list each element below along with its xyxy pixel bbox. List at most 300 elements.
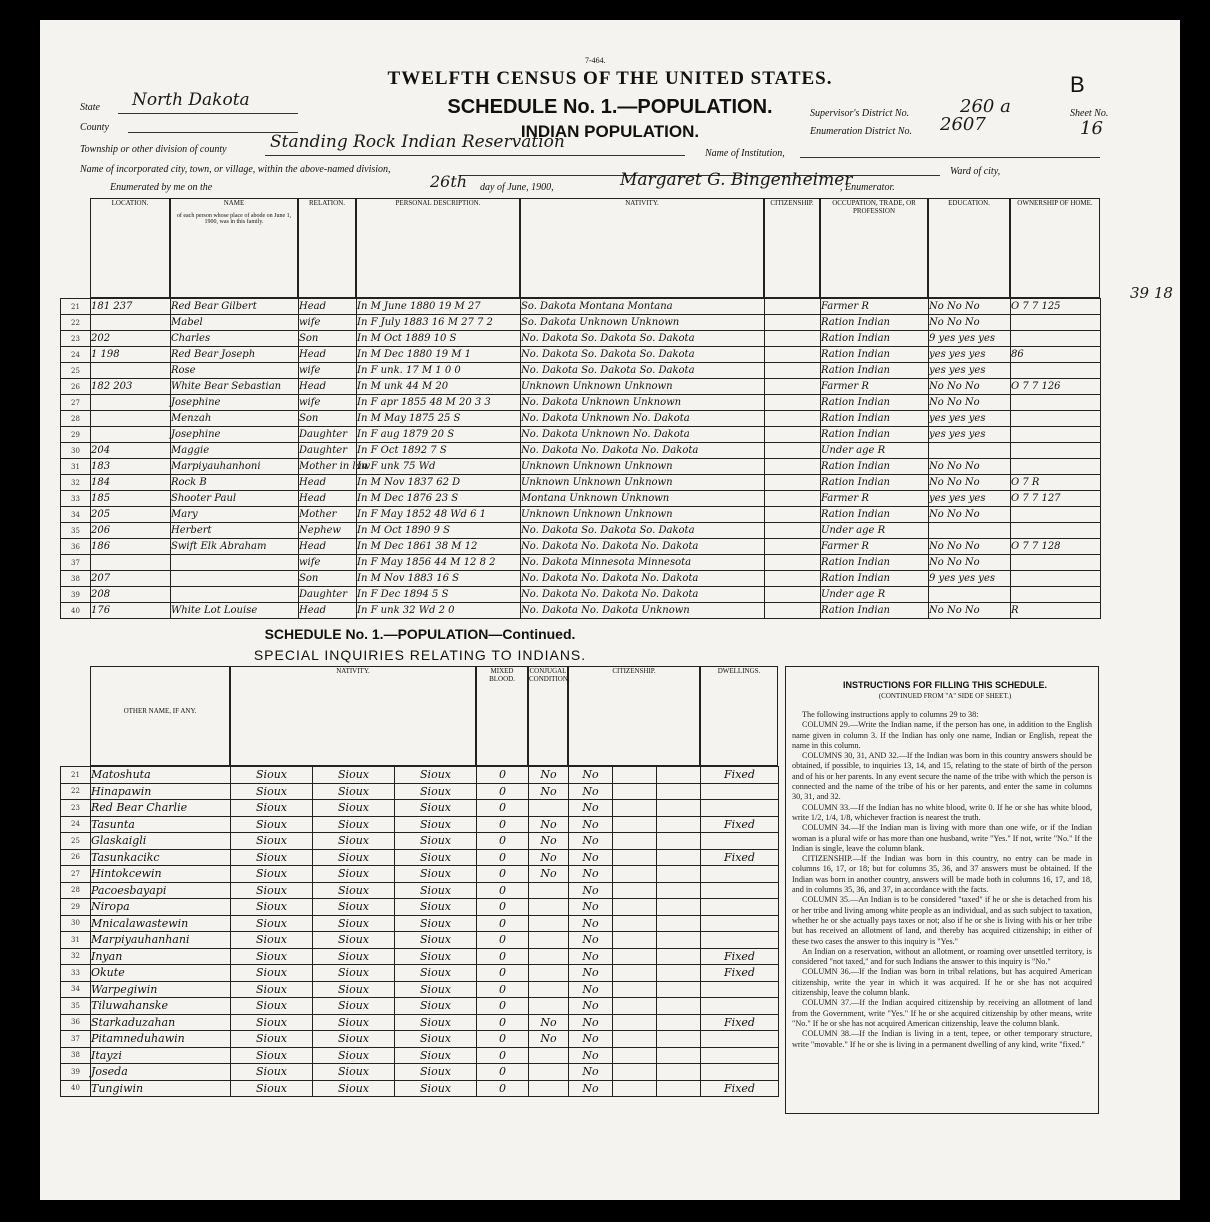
header-text: OTHER NAME, IF ANY. xyxy=(123,707,197,715)
cell-c2 xyxy=(613,981,657,998)
cell-rel: Head xyxy=(299,603,357,619)
cell-n: 22 xyxy=(61,783,91,800)
cell-nat: No. Dakota Unknown Unknown xyxy=(521,395,765,411)
cell-cj: No xyxy=(529,866,569,883)
table-row xyxy=(61,1064,779,1081)
table-row xyxy=(61,833,779,850)
name-header xyxy=(170,198,298,298)
table-row xyxy=(61,507,1101,523)
cell-other: Itayzi xyxy=(91,1047,231,1064)
cell-nat: No. Dakota So. Dakota So. Dakota xyxy=(521,523,765,539)
cell-c1: No xyxy=(569,767,613,784)
cell-t2: Sioux xyxy=(313,816,395,833)
cell-t2: Sioux xyxy=(313,998,395,1015)
table-row xyxy=(61,571,1101,587)
cell-nat: No. Dakota No. Dakota No. Dakota xyxy=(521,571,765,587)
cell-dw: Fixed xyxy=(701,816,779,833)
cell-n: 21 xyxy=(61,299,91,315)
cell-cj: No xyxy=(529,816,569,833)
cell-c1: No xyxy=(569,866,613,883)
cell-nat: No. Dakota No. Dakota Unknown xyxy=(521,603,765,619)
table-row xyxy=(61,800,779,817)
cell-loc xyxy=(91,411,171,427)
name-header-note: of each person whose place of abode on June 1, 1900, was in this family. xyxy=(176,213,292,225)
cell-desc: In F unk 32 Wd 2 0 xyxy=(357,603,521,619)
cell-t1: Sioux xyxy=(231,833,313,850)
cell-name: White Bear Sebastian xyxy=(171,379,299,395)
cell-t3: Sioux xyxy=(395,833,477,850)
cell-desc: In F July 1883 16 M 27 7 2 xyxy=(357,315,521,331)
cell-c1: No xyxy=(569,882,613,899)
cell-cj xyxy=(529,800,569,817)
cell-edu: yes yes yes xyxy=(929,491,1011,507)
cell-c3 xyxy=(657,1014,701,1031)
cell-t2: Sioux xyxy=(313,833,395,850)
cell-occ: Ration Indian xyxy=(821,331,929,347)
cell-edu: yes yes yes xyxy=(929,363,1011,379)
cell-t3: Sioux xyxy=(395,800,477,817)
table-row xyxy=(61,783,779,800)
cell-t1: Sioux xyxy=(231,915,313,932)
cell-t1: Sioux xyxy=(231,948,313,965)
cell-c3 xyxy=(657,882,701,899)
cell-c3 xyxy=(657,981,701,998)
enumeration-label: Enumeration District No. xyxy=(810,126,912,137)
cell-other: Tiluwahanske xyxy=(91,998,231,1015)
header-text: DWELLINGS. xyxy=(717,667,761,675)
education-header xyxy=(928,198,1010,298)
cell-name: Red Bear Gilbert xyxy=(171,299,299,315)
cell-loc: 183 xyxy=(91,459,171,475)
day-label: day of June, 1900, xyxy=(480,182,554,193)
table-row xyxy=(61,363,1101,379)
cell-n: 29 xyxy=(61,427,91,443)
cell-c2 xyxy=(613,965,657,982)
cell-desc: In M Nov 1837 62 D xyxy=(357,475,521,491)
cell-rel: wife xyxy=(299,363,357,379)
table-row xyxy=(61,948,779,965)
cell-t2: Sioux xyxy=(313,981,395,998)
cell-loc: 176 xyxy=(91,603,171,619)
cell-c3 xyxy=(657,1064,701,1081)
table-row xyxy=(61,1080,779,1097)
cell-own xyxy=(1011,459,1101,475)
cell-cit xyxy=(765,315,821,331)
bottom-citizenship-header xyxy=(568,666,700,766)
table-row xyxy=(61,395,1101,411)
form-number: 7-464. xyxy=(585,56,606,65)
cell-own xyxy=(1011,555,1101,571)
cell-cj xyxy=(529,981,569,998)
cell-name: Mabel xyxy=(171,315,299,331)
cell-cit xyxy=(765,491,821,507)
cell-loc: 1 198 xyxy=(91,347,171,363)
cell-edu: No No No xyxy=(929,507,1011,523)
cell-cit xyxy=(765,395,821,411)
cell-desc: In M Oct 1889 10 S xyxy=(357,331,521,347)
table-row xyxy=(61,331,1101,347)
cell-dw xyxy=(701,783,779,800)
cell-n: 39 xyxy=(61,587,91,603)
cell-cit xyxy=(765,475,821,491)
cell-loc: 205 xyxy=(91,507,171,523)
dwellings-header xyxy=(700,666,778,766)
cell-loc: 204 xyxy=(91,443,171,459)
cell-c3 xyxy=(657,866,701,883)
cell-c1: No xyxy=(569,800,613,817)
cell-c3 xyxy=(657,1080,701,1097)
cell-c1: No xyxy=(569,965,613,982)
cell-n: 37 xyxy=(61,1031,91,1048)
cell-c1: No xyxy=(569,783,613,800)
enumerator-name: Margaret G. Bingenheimer xyxy=(620,170,853,190)
cell-other: Inyan xyxy=(91,948,231,965)
cell-other: Warpegiwin xyxy=(91,981,231,998)
cell-desc: In F unk 75 Wd xyxy=(357,459,521,475)
cell-dw xyxy=(701,833,779,850)
cell-t2: Sioux xyxy=(313,1014,395,1031)
cell-desc: In F apr 1855 48 M 20 3 3 xyxy=(357,395,521,411)
cell-other: Pacoesbayapi xyxy=(91,882,231,899)
cell-t1: Sioux xyxy=(231,800,313,817)
cell-c2 xyxy=(613,998,657,1015)
cell-other: Matoshuta xyxy=(91,767,231,784)
instruction-paragraph: COLUMN 38.—If the Indian is living in a tent, tepee, or other temporary structure, write "movable." If he or she is living in a permanent dwelling of any kind, write "fixed." xyxy=(792,1029,1092,1049)
cell-rel: Head xyxy=(299,475,357,491)
cell-t2: Sioux xyxy=(313,882,395,899)
cell-edu: No No No xyxy=(929,395,1011,411)
cell-name: Menzah xyxy=(171,411,299,427)
cell-loc: 208 xyxy=(91,587,171,603)
cell-nat: No. Dakota No. Dakota No. Dakota xyxy=(521,443,765,459)
cell-c1: No xyxy=(569,932,613,949)
cell-dw xyxy=(701,800,779,817)
cell-own xyxy=(1011,427,1101,443)
cell-cit xyxy=(765,331,821,347)
cell-loc xyxy=(91,427,171,443)
cell-cj xyxy=(529,899,569,916)
cell-t1: Sioux xyxy=(231,849,313,866)
cell-loc: 181 237 xyxy=(91,299,171,315)
cell-c2 xyxy=(613,866,657,883)
cell-rel: Head xyxy=(299,379,357,395)
cell-loc xyxy=(91,315,171,331)
cell-t1: Sioux xyxy=(231,767,313,784)
personal-description-header xyxy=(356,198,520,298)
cell-t2: Sioux xyxy=(313,1064,395,1081)
population-rows xyxy=(61,299,1101,619)
cell-nat: No. Dakota So. Dakota So. Dakota xyxy=(521,331,765,347)
cell-own xyxy=(1011,331,1101,347)
cell-rel: Son xyxy=(299,571,357,587)
cell-own xyxy=(1011,507,1101,523)
cell-name xyxy=(171,571,299,587)
cell-other: Marpiyauhanhani xyxy=(91,932,231,949)
cell-mb: 0 xyxy=(477,1014,529,1031)
cell-n: 29 xyxy=(61,899,91,916)
cell-name: Shooter Paul xyxy=(171,491,299,507)
cell-cit xyxy=(765,603,821,619)
table-row xyxy=(61,767,779,784)
cell-t2: Sioux xyxy=(313,948,395,965)
cell-t3: Sioux xyxy=(395,767,477,784)
cell-name: Josephine xyxy=(171,395,299,411)
county-label: County xyxy=(80,122,109,133)
cell-cit xyxy=(765,363,821,379)
cell-desc: In M Oct 1890 9 S xyxy=(357,523,521,539)
cell-occ: Farmer R xyxy=(821,379,929,395)
cell-other: Hintokcewin xyxy=(91,866,231,883)
header-text: NAME xyxy=(223,199,245,207)
cell-t2: Sioux xyxy=(313,849,395,866)
cell-loc: 207 xyxy=(91,571,171,587)
cell-rel: Head xyxy=(299,347,357,363)
cell-rel: Head xyxy=(299,299,357,315)
sheet-value: 16 xyxy=(1080,118,1103,139)
cell-cit xyxy=(765,347,821,363)
enumerator-label: , Enumerator. xyxy=(840,182,895,193)
cell-c2 xyxy=(613,767,657,784)
cell-name: Swift Elk Abraham xyxy=(171,539,299,555)
cell-loc: 184 xyxy=(91,475,171,491)
cell-loc xyxy=(91,395,171,411)
cell-rel: Head xyxy=(299,491,357,507)
cell-n: 31 xyxy=(61,932,91,949)
cell-cj xyxy=(529,948,569,965)
header-text: CONJUGAL CONDITION. xyxy=(529,667,570,683)
cell-mb: 0 xyxy=(477,899,529,916)
cell-name: Rock B xyxy=(171,475,299,491)
cell-nat: No. Dakota Unknown No. Dakota xyxy=(521,411,765,427)
cell-n: 27 xyxy=(61,866,91,883)
cell-n: 36 xyxy=(61,1014,91,1031)
cell-t1: Sioux xyxy=(231,932,313,949)
cell-own: O 7 7 127 xyxy=(1011,491,1101,507)
cell-cit xyxy=(765,507,821,523)
cell-mb: 0 xyxy=(477,981,529,998)
cell-dw xyxy=(701,899,779,916)
cell-rel: wife xyxy=(299,555,357,571)
table-row xyxy=(61,315,1101,331)
cell-occ: Farmer R xyxy=(821,299,929,315)
cell-c2 xyxy=(613,1014,657,1031)
cell-dw: Fixed xyxy=(701,1080,779,1097)
cell-desc: In M May 1875 25 S xyxy=(357,411,521,427)
table-row xyxy=(61,915,779,932)
table-row xyxy=(61,866,779,883)
cell-cit xyxy=(765,379,821,395)
instruction-paragraph: COLUMN 29.—Write the Indian name, if the person has one, in addition to the English name given in column 3. If the Indian has only one name, Indian or English, repeat the name in this column. xyxy=(792,720,1092,750)
cell-other: Niropa xyxy=(91,899,231,916)
cell-t3: Sioux xyxy=(395,882,477,899)
cell-n: 24 xyxy=(61,347,91,363)
cell-mb: 0 xyxy=(477,948,529,965)
cell-own: O 7 7 125 xyxy=(1011,299,1101,315)
header-text: RELATION. xyxy=(309,199,345,207)
cell-t2: Sioux xyxy=(313,1031,395,1048)
cell-c2 xyxy=(613,816,657,833)
cell-own xyxy=(1011,363,1101,379)
cell-nat: No. Dakota No. Dakota No. Dakota xyxy=(521,539,765,555)
cell-c3 xyxy=(657,998,701,1015)
sheet-label: Sheet No. xyxy=(1070,108,1109,119)
cell-c1: No xyxy=(569,981,613,998)
cell-t3: Sioux xyxy=(395,965,477,982)
cell-n: 35 xyxy=(61,998,91,1015)
cell-t2: Sioux xyxy=(313,965,395,982)
table-row xyxy=(61,882,779,899)
cell-n: 31 xyxy=(61,459,91,475)
cell-occ: Under age R xyxy=(821,587,929,603)
citizenship-header xyxy=(764,198,820,298)
cell-nat: Unknown Unknown Unknown xyxy=(521,459,765,475)
cell-c1: No xyxy=(569,816,613,833)
cell-t1: Sioux xyxy=(231,998,313,1015)
cell-occ: Ration Indian xyxy=(821,603,929,619)
cell-name: Rose xyxy=(171,363,299,379)
cell-n: 25 xyxy=(61,833,91,850)
cell-cit xyxy=(765,427,821,443)
cell-n: 36 xyxy=(61,539,91,555)
cell-nat: Unknown Unknown Unknown xyxy=(521,507,765,523)
cell-cj xyxy=(529,882,569,899)
cell-nat: Montana Unknown Unknown xyxy=(521,491,765,507)
cell-dw: Fixed xyxy=(701,948,779,965)
cell-c2 xyxy=(613,1080,657,1097)
instruction-paragraph: CITIZENSHIP.—If the Indian was born in this country, no entry can be made in columns 16, 17, or 18; but for columns 35, 36, and 37 answers must be obtained. If the Indian was born in another country, answers will be made both in columns 16, 17, and 18, and in columns 35, 36, and 37, in accordance with the facts. xyxy=(792,854,1092,895)
cell-t1: Sioux xyxy=(231,965,313,982)
cell-rel: Son xyxy=(299,331,357,347)
cell-n: 33 xyxy=(61,491,91,507)
cell-other: Glaskaigli xyxy=(91,833,231,850)
instructions-title: INSTRUCTIONS FOR FILLING THIS SCHEDULE. xyxy=(843,680,1047,690)
table-row xyxy=(61,347,1101,363)
cell-n: 32 xyxy=(61,475,91,491)
margin-note: 39 18 xyxy=(1130,284,1173,302)
cell-t3: Sioux xyxy=(395,1031,477,1048)
table-row xyxy=(61,1031,779,1048)
header-text: NATIVITY. xyxy=(625,199,659,207)
cell-name xyxy=(171,587,299,603)
cell-cj: No xyxy=(529,783,569,800)
cell-cj xyxy=(529,998,569,1015)
state-label: State xyxy=(80,102,100,113)
cell-own xyxy=(1011,587,1101,603)
cell-c1: No xyxy=(569,948,613,965)
cell-n: 25 xyxy=(61,363,91,379)
enumerated-label: Enumerated by me on the xyxy=(110,182,213,193)
cell-n: 23 xyxy=(61,800,91,817)
cell-dw xyxy=(701,998,779,1015)
cell-desc: In M Dec 1876 23 S xyxy=(357,491,521,507)
cell-desc: In F unk. 17 M 1 0 0 xyxy=(357,363,521,379)
indian-inquiries-table xyxy=(60,766,779,1097)
cell-rel: Daughter xyxy=(299,443,357,459)
cell-rel: Head xyxy=(299,539,357,555)
schedule-title: SCHEDULE No. 1.—POPULATION. xyxy=(447,96,773,118)
ownership-header xyxy=(1010,198,1100,298)
cell-t2: Sioux xyxy=(313,1047,395,1064)
cell-t3: Sioux xyxy=(395,1014,477,1031)
cell-n: 40 xyxy=(61,1080,91,1097)
cell-mb: 0 xyxy=(477,767,529,784)
cell-name: Charles xyxy=(171,331,299,347)
cell-edu: yes yes yes xyxy=(929,427,1011,443)
cell-t2: Sioux xyxy=(313,866,395,883)
cell-c3 xyxy=(657,1047,701,1064)
cell-edu: No No No xyxy=(929,459,1011,475)
other-name-header xyxy=(90,666,230,766)
header-text: NATIVITY. xyxy=(336,667,370,675)
cell-edu: 9 yes yes yes xyxy=(929,331,1011,347)
cell-desc: In F aug 1879 20 S xyxy=(357,427,521,443)
cell-t2: Sioux xyxy=(313,783,395,800)
cell-t3: Sioux xyxy=(395,981,477,998)
cell-c1: No xyxy=(569,1080,613,1097)
cell-c2 xyxy=(613,783,657,800)
cell-c1: No xyxy=(569,1031,613,1048)
sheet-side: B xyxy=(1070,72,1085,97)
mixed-blood-header xyxy=(476,666,528,766)
cell-loc: 206 xyxy=(91,523,171,539)
cell-occ: Under age R xyxy=(821,443,929,459)
enumeration-value: 2607 xyxy=(940,114,986,135)
cell-own xyxy=(1011,571,1101,587)
cell-occ: Ration Indian xyxy=(821,555,929,571)
cell-occ: Ration Indian xyxy=(821,395,929,411)
enumerated-day: 26th xyxy=(430,172,468,191)
cell-cit xyxy=(765,459,821,475)
cell-c2 xyxy=(613,1047,657,1064)
cell-c1: No xyxy=(569,998,613,1015)
cell-cit xyxy=(765,443,821,459)
indian-population-title: INDIAN POPULATION. xyxy=(520,122,700,141)
cell-cit xyxy=(765,571,821,587)
census-title: TWELFTH CENSUS OF THE UNITED STATES. xyxy=(387,68,833,89)
cell-own: O 7 R xyxy=(1011,475,1101,491)
cell-cit xyxy=(765,555,821,571)
table-row xyxy=(61,998,779,1015)
cell-c2 xyxy=(613,948,657,965)
cell-mb: 0 xyxy=(477,783,529,800)
cell-occ: Ration Indian xyxy=(821,363,929,379)
occupation-header xyxy=(820,198,928,298)
table-row xyxy=(61,539,1101,555)
instruction-paragraph: COLUMNS 30, 31, AND 32.—If the Indian was born in this country answers should be obtained, if possible, to inquiries 13, 14, and 15, relating to the state of birth of the person and of his or her parents. In any event secure the name of the tribe with which the person is connected and the name of the tribe of his or her parents, and enter the same in columns 30, 31, and 32. xyxy=(792,751,1092,802)
institution-label: Name of Institution, xyxy=(705,148,785,159)
location-header xyxy=(90,198,170,298)
cell-cj xyxy=(529,932,569,949)
cell-name xyxy=(171,555,299,571)
cell-t3: Sioux xyxy=(395,1080,477,1097)
cell-nat: No. Dakota Unknown No. Dakota xyxy=(521,427,765,443)
cell-t3: Sioux xyxy=(395,783,477,800)
cell-cj: No xyxy=(529,767,569,784)
cell-t3: Sioux xyxy=(395,998,477,1015)
cell-mb: 0 xyxy=(477,866,529,883)
cell-n: 38 xyxy=(61,571,91,587)
cell-desc: In F Oct 1892 7 S xyxy=(357,443,521,459)
cell-c3 xyxy=(657,932,701,949)
cell-n: 21 xyxy=(61,767,91,784)
cell-t1: Sioux xyxy=(231,1064,313,1081)
institution-line xyxy=(800,157,1100,158)
cell-other: Okute xyxy=(91,965,231,982)
instruction-paragraph: COLUMN 35.—An Indian is to be considered "taxed" if he or she is detached from his or her tribe and living among white people as an individual, and as such subject to taxation, whether he or she actually pays taxes or not; also if he or she is living with his or her tribe but has received an allotment of land, and thereby has acquired citizenship; in either of these two cases the answer to this inquiry is "Yes." xyxy=(792,895,1092,946)
cell-t1: Sioux xyxy=(231,783,313,800)
cell-c3 xyxy=(657,816,701,833)
cell-loc: 202 xyxy=(91,331,171,347)
